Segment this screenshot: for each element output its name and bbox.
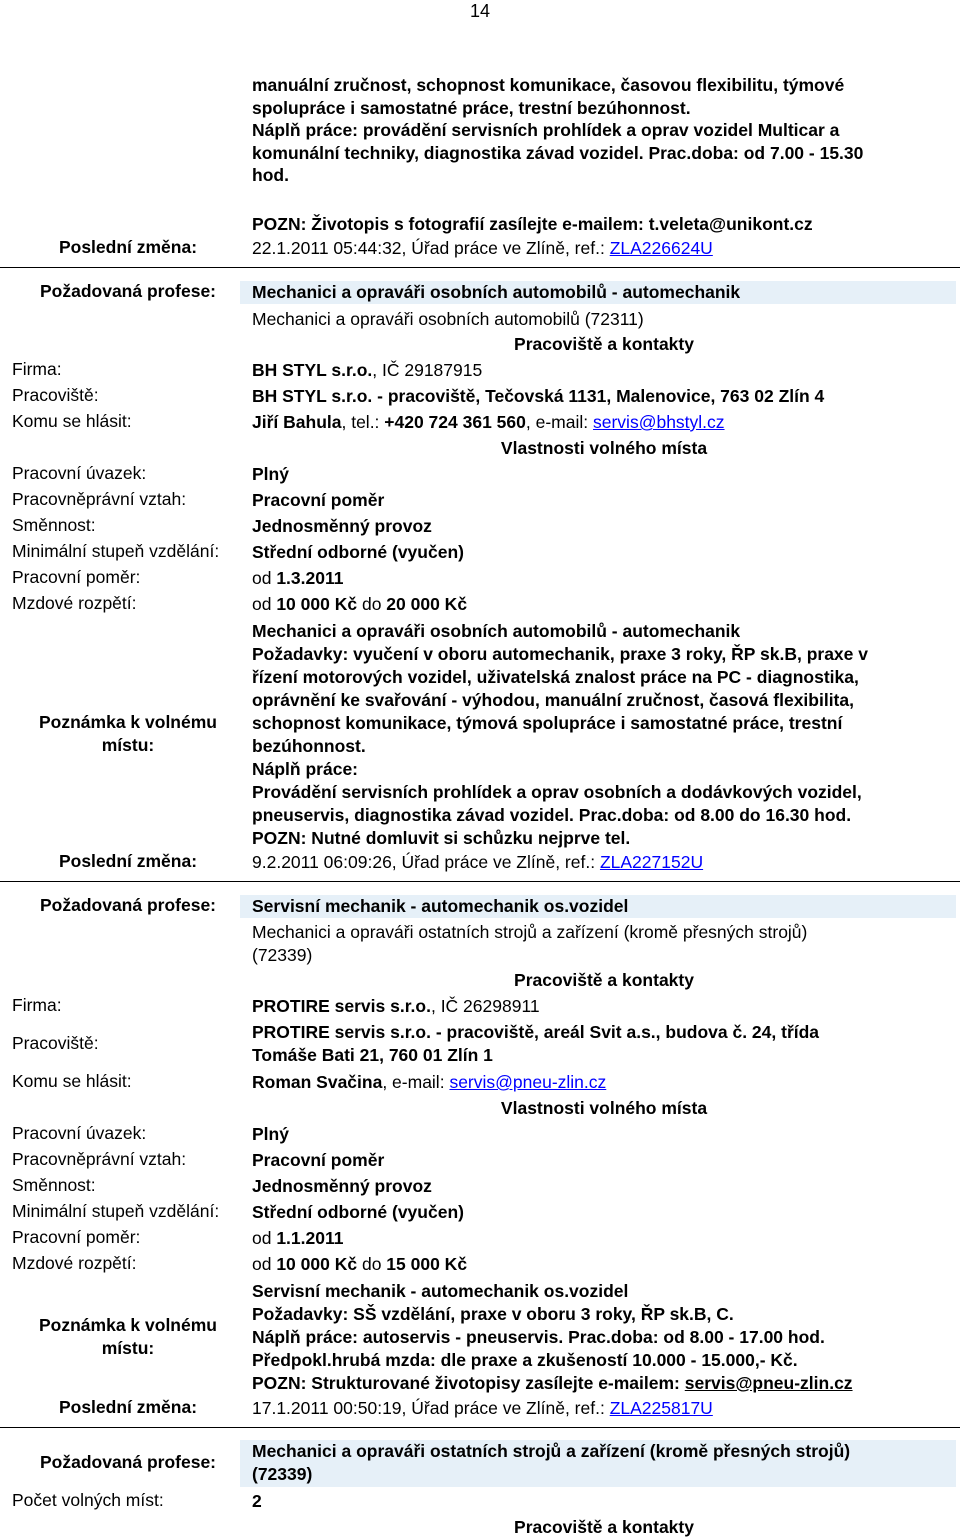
- start-label: Pracovní poměr:: [12, 1227, 141, 1247]
- contact-email-link[interactable]: servis@bhstyl.cz: [593, 412, 725, 432]
- salary-from: 10 000 Kč: [276, 594, 358, 614]
- contact-row: Komu se hlásit: Roman Svačina, e-mail: servis@pneu-zlin.cz: [12, 1071, 607, 1092]
- note-label: Poznámka k volnému místu:: [39, 1315, 217, 1358]
- firm-name: BH STYL s.r.o.: [252, 360, 373, 380]
- field-value: Pracovní poměr: [252, 490, 385, 510]
- field-row: [12, 1175, 956, 1198]
- field-value: Jednosměnný provoz: [252, 1176, 432, 1196]
- reference-link[interactable]: ZLA226624U: [609, 238, 713, 258]
- contact-row: Komu se hlásit: Jiří Bahula, tel.: +420 724 361 560, e-mail: servis@bhstyl.cz: [12, 411, 725, 432]
- last-change-row: Poslední změna: 22.1.2011 05:44:32, Úřad práce ve Zlíně, ref.: ZLA226624U: [12, 237, 956, 260]
- last-change-label: Poslední změna:: [58, 851, 198, 871]
- vacancies-row: [12, 1490, 956, 1513]
- firm-label: Firma:: [12, 359, 62, 379]
- firm-label: Firma:: [12, 995, 62, 1015]
- note-line: POZN: Nutné domluvit si schůzku nejprve tel.: [252, 828, 631, 848]
- note-line: Požadavky: vyučení v oboru automechanik, praxe 3 roky, ŘP sk.B, praxe v: [252, 644, 868, 664]
- description-line: manuální zručnost, schopnost komunikace, časovou flexibilitu, týmové: [252, 75, 845, 95]
- field-label: Pracovní úvazek:: [12, 1123, 147, 1143]
- note-line: Předpokl.hrubá mzda: dle praxe a zkušeností 10.000 - 15.000,- Kč.: [252, 1350, 798, 1370]
- section-heading-contacts: Pracoviště a kontakty: [514, 1517, 694, 1537]
- field-row: [12, 541, 956, 564]
- field-label: Pracovní úvazek:: [12, 463, 147, 483]
- reference-link[interactable]: ZLA225817U: [609, 1398, 713, 1418]
- field-value: Pracovní poměr: [252, 1150, 385, 1170]
- profession-title: Mechanici a opraváři osobních automobilů - automechanik: [252, 282, 741, 302]
- note-line: Mechanici a opraváři osobních automobilů - automechanik: [252, 621, 741, 641]
- contact-name: Roman Svačina: [252, 1072, 383, 1092]
- firm-name: PROTIRE servis s.r.o.: [252, 996, 431, 1016]
- section-heading-contacts: Pracoviště a kontakty: [514, 970, 694, 990]
- vacancies-label: Počet volných míst:: [12, 1490, 164, 1510]
- salary-from: 10 000 Kč: [276, 1254, 358, 1274]
- note-line: Servisní mechanik - automechanik os.vozidel: [252, 1281, 629, 1301]
- vacancies-count: 2: [252, 1491, 262, 1511]
- salary-row: Mzdové rozpětí: od 10 000 Kč do 20 000 Kč: [12, 593, 468, 614]
- field-label: Pracovněprávní vztah:: [12, 489, 187, 509]
- profession-label: Požadovaná profese:: [39, 895, 217, 915]
- salary-to: 20 000 Kč: [386, 594, 468, 614]
- start-date: 1.1.2011: [276, 1228, 344, 1248]
- start-row: Pracovní poměr: od 1.1.2011: [12, 1227, 344, 1248]
- profession-row: [12, 281, 956, 304]
- note-text: [252, 620, 956, 850]
- workplace-address: BH STYL s.r.o. - pracoviště, Tečovská 1131, Malenovice, 763 02 Zlín 4: [252, 386, 825, 406]
- field-label: Pracovněprávní vztah:: [12, 1149, 187, 1169]
- field-value: Plný: [252, 464, 289, 484]
- field-label: Směnnost:: [12, 515, 96, 535]
- note-line: Požadavky: SŠ vzdělání, praxe v oboru 3 roky, ŘP sk.B, C.: [252, 1304, 734, 1324]
- pozn-email: t.veleta@unikont.cz: [648, 214, 813, 234]
- start-label: Pracovní poměr:: [12, 567, 141, 587]
- previous-ad-description: [252, 74, 956, 187]
- profession-category: Mechanici a opraváři ostatních strojů a zařízení (kromě přesných strojů) (72339): [252, 922, 808, 965]
- profession-row: [12, 895, 956, 918]
- field-row: [12, 1201, 956, 1224]
- note-email: servis@pneu-zlin.cz: [684, 1373, 853, 1393]
- note-text: [252, 1280, 956, 1395]
- contact-phone: +420 724 361 560: [384, 412, 526, 432]
- note-line: POZN: Strukturované životopisy zasílejte e-mailem: servis@pneu-zlin.cz: [252, 1373, 853, 1393]
- last-change-label: Poslední změna:: [58, 237, 198, 257]
- note-line: Provádění servisních prohlídek a oprav osobních a dodávkových vozidel,: [252, 782, 862, 802]
- section-heading-properties: Vlastnosti volného místa: [500, 438, 708, 458]
- profession-row: [12, 1440, 956, 1487]
- salary-row: Mzdové rozpětí: od 10 000 Kč do 15 000 Kč: [12, 1253, 468, 1274]
- last-change-row: Poslední změna: 17.1.2011 00:50:19, Úřad práce ve Zlíně, ref.: ZLA225817U: [12, 1397, 956, 1420]
- field-label: Minimální stupeň vzdělání:: [12, 541, 220, 561]
- salary-label: Mzdové rozpětí:: [12, 1253, 137, 1273]
- field-row: [12, 515, 956, 538]
- separator: [0, 267, 960, 268]
- field-row: [12, 1123, 956, 1146]
- start-date: 1.3.2011: [276, 568, 344, 588]
- section-heading-properties: Vlastnosti volného místa: [500, 1098, 708, 1118]
- note-line: Náplň práce: autoservis - pneuservis. Prac.doba: od 8.00 - 17.00 hod.: [252, 1327, 825, 1347]
- contact-label: Komu se hlásit:: [12, 1071, 132, 1091]
- field-value: Střední odborné (vyučen): [252, 542, 464, 562]
- field-row: [12, 489, 956, 512]
- contact-name: Jiří Bahula: [252, 412, 342, 432]
- workplace-label: Pracoviště:: [12, 1033, 99, 1053]
- page-number: 14: [469, 1, 491, 21]
- profession-label: Požadovaná profese:: [39, 281, 217, 301]
- field-row: [12, 1149, 956, 1172]
- firm-row: Firma: PROTIRE servis s.r.o., IČ 26298911: [12, 995, 540, 1016]
- field-value: Střední odborné (vyučen): [252, 1202, 464, 1222]
- note-line: řízení motorových vozidel, uživatelská znalost práce na PC - diagnostika,: [252, 667, 859, 687]
- start-row: Pracovní poměr: od 1.3.2011: [12, 567, 344, 588]
- salary-to: 15 000 Kč: [386, 1254, 468, 1274]
- note-label: Poznámka k volnému místu:: [39, 712, 217, 755]
- profession-label: Požadovaná profese:: [39, 1452, 217, 1472]
- workplace-address: PROTIRE servis s.r.o. - pracoviště, areál Svit a.s., budova č. 24, třída Tomáše Bati 21, 760 01 Zlín 1: [252, 1022, 820, 1065]
- section-heading-contacts: Pracoviště a kontakty: [514, 334, 694, 354]
- description-line: hod.: [252, 165, 289, 185]
- profession-category: Mechanici a opraváři osobních automobilů (72311): [252, 309, 644, 329]
- field-value: Jednosměnný provoz: [252, 516, 432, 536]
- pozn-line: POZN: Životopis s fotografií zasílejte e-mailem: t.veleta@unikont.cz: [252, 214, 813, 234]
- firm-row: Firma: BH STYL s.r.o., IČ 29187915: [12, 359, 483, 380]
- field-label: Minimální stupeň vzdělání:: [12, 1201, 220, 1221]
- separator: [0, 881, 960, 882]
- reference-link[interactable]: ZLA227152U: [599, 852, 704, 872]
- description-line: Náplň práce: provádění servisních prohlídek a oprav vozidel Multicar a: [252, 120, 840, 140]
- profession-title: Mechanici a opraváři ostatních strojů a zařízení (kromě přesných strojů) (72339): [252, 1441, 851, 1484]
- note-line: Náplň práce:: [252, 759, 358, 779]
- contact-email-link[interactable]: servis@pneu-zlin.cz: [449, 1072, 607, 1092]
- note-line: bezúhonnost.: [252, 736, 366, 756]
- note-line: pneuservis, diagnostika závad vozidel. Prac.doba: od 8.00 do 16.30 hod.: [252, 805, 852, 825]
- contact-label: Komu se hlásit:: [12, 411, 132, 431]
- note-line: schopnost komunikace, týmová spolupráce i samostatné práce, trestní: [252, 713, 843, 733]
- description-line: komunální techniky, diagnostika závad vozidel. Prac.doba: od 7.00 - 15.30: [252, 142, 864, 163]
- description-line: spolupráce i samostatné práce, trestní bezúhonnost.: [252, 97, 691, 118]
- salary-label: Mzdové rozpětí:: [12, 593, 137, 613]
- workplace-row: [12, 385, 956, 408]
- field-value: Plný: [252, 1124, 289, 1144]
- field-row: [12, 463, 956, 486]
- note-line: oprávnění ke svařování - výhodou, manuální zručnost, časová flexibilita,: [252, 690, 854, 710]
- workplace-label: Pracoviště:: [12, 385, 99, 405]
- separator: [0, 1427, 960, 1428]
- profession-title: Servisní mechanik - automechanik os.vozidel: [252, 896, 629, 916]
- field-label: Směnnost:: [12, 1175, 96, 1195]
- workplace-row: [12, 1021, 956, 1069]
- last-change-label: Poslední změna:: [58, 1397, 198, 1417]
- last-change-row: Poslední změna: 9.2.2011 06:09:26, Úřad práce ve Zlíně, ref.: ZLA227152U: [12, 851, 956, 874]
